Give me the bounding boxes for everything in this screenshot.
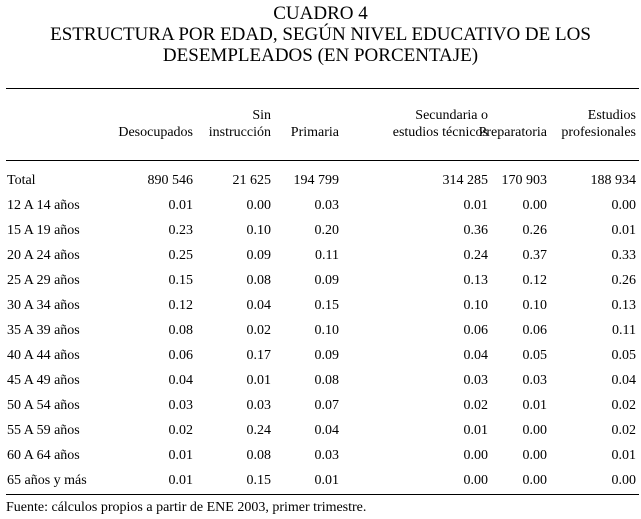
table-cell: 0.10 — [463, 298, 488, 313]
row-label: 35 A 39 años — [7, 323, 80, 338]
table-cell: 0.08 — [246, 448, 271, 463]
table-cell: 21 625 — [232, 173, 271, 188]
table-cell: 0.00 — [246, 198, 271, 213]
table-cell: 0.02 — [611, 398, 636, 413]
row-label: 30 A 34 años — [7, 298, 80, 313]
row-label: 15 A 19 años — [7, 223, 80, 238]
row-label: 12 A 14 años — [7, 198, 80, 213]
table-cell: 0.01 — [463, 198, 488, 213]
table-cell: 0.02 — [611, 423, 636, 438]
table-title-line-1: ESTRUCTURA POR EDAD, SEGÚN NIVEL EDUCATIVO DE LOS — [50, 24, 591, 45]
table-cell: 0.03 — [246, 398, 271, 413]
row-label: 60 A 64 años — [7, 448, 80, 463]
top-rule — [6, 88, 639, 89]
table-cell: 0.12 — [168, 298, 193, 313]
table-cell: 0.13 — [611, 298, 636, 313]
table-cell: 0.01 — [611, 448, 636, 463]
table-cell: 0.26 — [522, 223, 547, 238]
table-cell: 0.24 — [463, 248, 488, 263]
table-cell: 0.06 — [522, 323, 547, 338]
table-cell: 0.06 — [463, 323, 488, 338]
table-cell: 0.03 — [463, 373, 488, 388]
table-cell: 0.01 — [168, 448, 193, 463]
table-cell: 0.07 — [314, 398, 339, 413]
table-cell: 0.20 — [314, 223, 339, 238]
table-cell: 0.00 — [522, 423, 547, 438]
row-label: 40 A 44 años — [7, 348, 80, 363]
table-cell: 0.36 — [463, 223, 488, 238]
row-label: 50 A 54 años — [7, 398, 80, 413]
header-rule — [6, 160, 639, 161]
bottom-rule — [6, 494, 639, 495]
table-cell: 0.02 — [246, 323, 271, 338]
table-cell: 0.00 — [522, 448, 547, 463]
table-cell: 0.10 — [246, 223, 271, 238]
table-cell: 0.03 — [168, 398, 193, 413]
table-cell: 0.00 — [522, 198, 547, 213]
table-cell: 0.15 — [314, 298, 339, 313]
table-cell: 0.00 — [611, 198, 636, 213]
table-cell: 0.03 — [314, 198, 339, 213]
table-cell: 0.11 — [315, 248, 339, 263]
table-cell: 0.05 — [522, 348, 547, 363]
table-cell: 0.25 — [168, 248, 193, 263]
table-cell: 0.08 — [168, 323, 193, 338]
table-number: CUADRO 4 — [273, 3, 368, 24]
table-cell: 188 934 — [590, 173, 636, 188]
column-header-3-line2: Primaria — [290, 125, 339, 140]
row-label: 65 años y más — [7, 473, 87, 488]
source-note: Fuente: cálculos propios a partir de ENE 2003, primer trimestre. — [6, 500, 367, 515]
table-cell: 0.00 — [463, 448, 488, 463]
row-label: Total — [7, 173, 36, 188]
column-header-6-line2: profesionales — [561, 125, 636, 140]
row-label: 55 A 59 años — [7, 423, 80, 438]
table-cell: 0.33 — [611, 248, 636, 263]
table-cell: 0.02 — [168, 423, 193, 438]
column-header-4-line1: Secundaria o — [415, 108, 488, 123]
table-cell: 0.00 — [463, 473, 488, 488]
column-header-5-line2: Preparatoria — [478, 125, 547, 140]
table-cell: 0.26 — [611, 273, 636, 288]
table-cell: 0.01 — [611, 223, 636, 238]
table-cell: 0.05 — [611, 348, 636, 363]
column-header-1-line2: Desocupados — [118, 125, 193, 140]
table-cell: 194 799 — [293, 173, 339, 188]
table-cell: 0.37 — [522, 248, 547, 263]
table-cell: 0.03 — [314, 448, 339, 463]
table-cell: 0.08 — [314, 373, 339, 388]
table-cell: 0.04 — [246, 298, 271, 313]
table-cell: 0.23 — [168, 223, 193, 238]
table-cell: 0.17 — [246, 348, 271, 363]
table-cell: 0.11 — [612, 323, 636, 338]
table-cell: 0.15 — [168, 273, 193, 288]
table-cell: 0.01 — [168, 198, 193, 213]
table-cell: 0.12 — [522, 273, 547, 288]
table-cell: 890 546 — [147, 173, 193, 188]
table-cell: 0.24 — [246, 423, 271, 438]
column-header-2-line1: Sin — [252, 108, 271, 123]
table-cell: 0.09 — [314, 348, 339, 363]
row-label: 25 A 29 años — [7, 273, 80, 288]
column-header-2-line2: instrucción — [208, 125, 271, 140]
table-cell: 0.01 — [168, 473, 193, 488]
table-cell: 0.04 — [611, 373, 636, 388]
table-cell: 0.06 — [168, 348, 193, 363]
row-label: 20 A 24 años — [7, 248, 80, 263]
table-cell: 0.09 — [246, 248, 271, 263]
table-cell: 0.04 — [463, 348, 488, 363]
table-cell: 0.10 — [522, 298, 547, 313]
table-cell: 0.01 — [463, 423, 488, 438]
column-header-4-line2: estudios técnicos — [392, 125, 488, 140]
table-cell: 314 285 — [442, 173, 488, 188]
table-cell: 0.01 — [314, 473, 339, 488]
table-cell: 0.15 — [246, 473, 271, 488]
table-cell: 0.01 — [522, 398, 547, 413]
table-cell: 170 903 — [501, 173, 547, 188]
table-cell: 0.04 — [314, 423, 339, 438]
table-cell: 0.13 — [463, 273, 488, 288]
table-cell: 0.00 — [522, 473, 547, 488]
table-cell: 0.02 — [463, 398, 488, 413]
table-cell: 0.00 — [611, 473, 636, 488]
table-cell: 0.09 — [314, 273, 339, 288]
table-cell: 0.03 — [522, 373, 547, 388]
table-cell: 0.10 — [314, 323, 339, 338]
table-cell: 0.01 — [246, 373, 271, 388]
table-cell: 0.08 — [246, 273, 271, 288]
table-title-line-2: DESEMPLEADOS (EN PORCENTAJE) — [162, 45, 479, 66]
column-header-6-line1: Estudios — [587, 108, 636, 123]
table-cell: 0.04 — [168, 373, 193, 388]
row-label: 45 A 49 años — [7, 373, 80, 388]
